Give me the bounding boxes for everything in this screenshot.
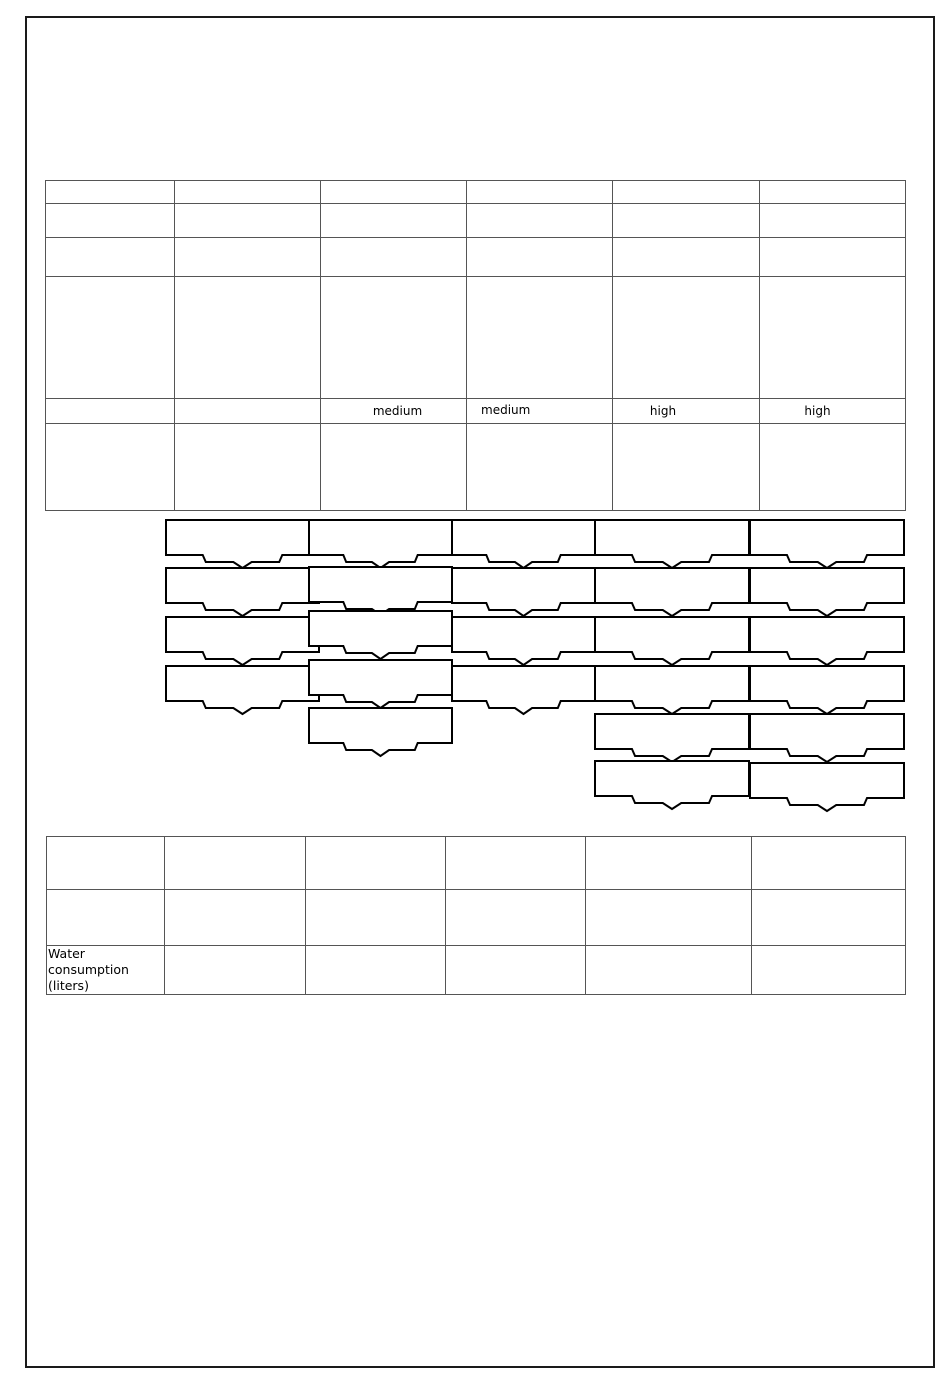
flow-step-arrow — [166, 666, 319, 714]
flow-column-1 — [166, 520, 319, 714]
flow-step-arrow — [452, 617, 595, 665]
table-row — [47, 837, 906, 890]
flow-column-4 — [595, 520, 749, 809]
table-cell — [446, 837, 586, 890]
table-cell — [752, 946, 906, 995]
intensity-value: medium — [481, 402, 531, 417]
table-row — [47, 946, 906, 995]
table-cell — [752, 890, 906, 946]
flow-step-arrow — [750, 714, 904, 762]
flow-step-arrow — [166, 617, 319, 665]
flow-step-arrow — [309, 567, 452, 615]
flow-step-arrow — [750, 568, 904, 616]
flow-step-arrow — [595, 714, 749, 762]
flow-step-arrow — [166, 568, 319, 616]
flow-step-arrow — [595, 617, 749, 665]
flow-step-arrow — [750, 617, 904, 665]
table-row — [47, 890, 906, 946]
flow-step-arrow — [309, 708, 452, 756]
flow-column-2 — [309, 520, 452, 756]
water-consumption-label: Water consumption (liters) — [48, 946, 129, 993]
flow-step-arrow — [166, 520, 319, 568]
table-cell — [306, 890, 446, 946]
flow-step-arrow — [750, 763, 904, 811]
intensity-value: high — [804, 404, 831, 418]
flow-column-5 — [750, 520, 904, 811]
flow-step-arrow — [309, 611, 452, 659]
flow-step-arrow — [750, 520, 904, 568]
flow-step-arrow — [452, 666, 595, 714]
intensity-value: high — [649, 404, 677, 418]
table-cell — [165, 946, 306, 995]
water-consumption-table — [46, 836, 906, 995]
row-label-cell — [47, 890, 165, 946]
intensity-value: medium — [372, 404, 423, 418]
row-label-cell — [47, 946, 165, 995]
flow-step-arrow — [309, 520, 452, 568]
flow-step-arrow — [595, 666, 749, 714]
table-cell — [586, 890, 752, 946]
flow-step-arrow — [595, 520, 749, 568]
table-cell — [752, 837, 906, 890]
flow-column-3 — [452, 520, 595, 714]
flow-step-arrow — [595, 568, 749, 616]
flow-step-arrow — [595, 761, 749, 809]
table-cell — [446, 946, 586, 995]
flow-step-arrow — [452, 568, 595, 616]
table-cell — [306, 837, 446, 890]
table-cell — [586, 946, 752, 995]
table-cell — [586, 837, 752, 890]
flow-step-arrow — [452, 520, 595, 568]
flow-step-arrow — [750, 666, 904, 714]
table-cell — [165, 837, 306, 890]
table-cell — [306, 946, 446, 995]
table-cell — [446, 890, 586, 946]
row-label-cell — [47, 837, 165, 890]
table-cell — [165, 890, 306, 946]
flow-step-arrow — [309, 660, 452, 708]
